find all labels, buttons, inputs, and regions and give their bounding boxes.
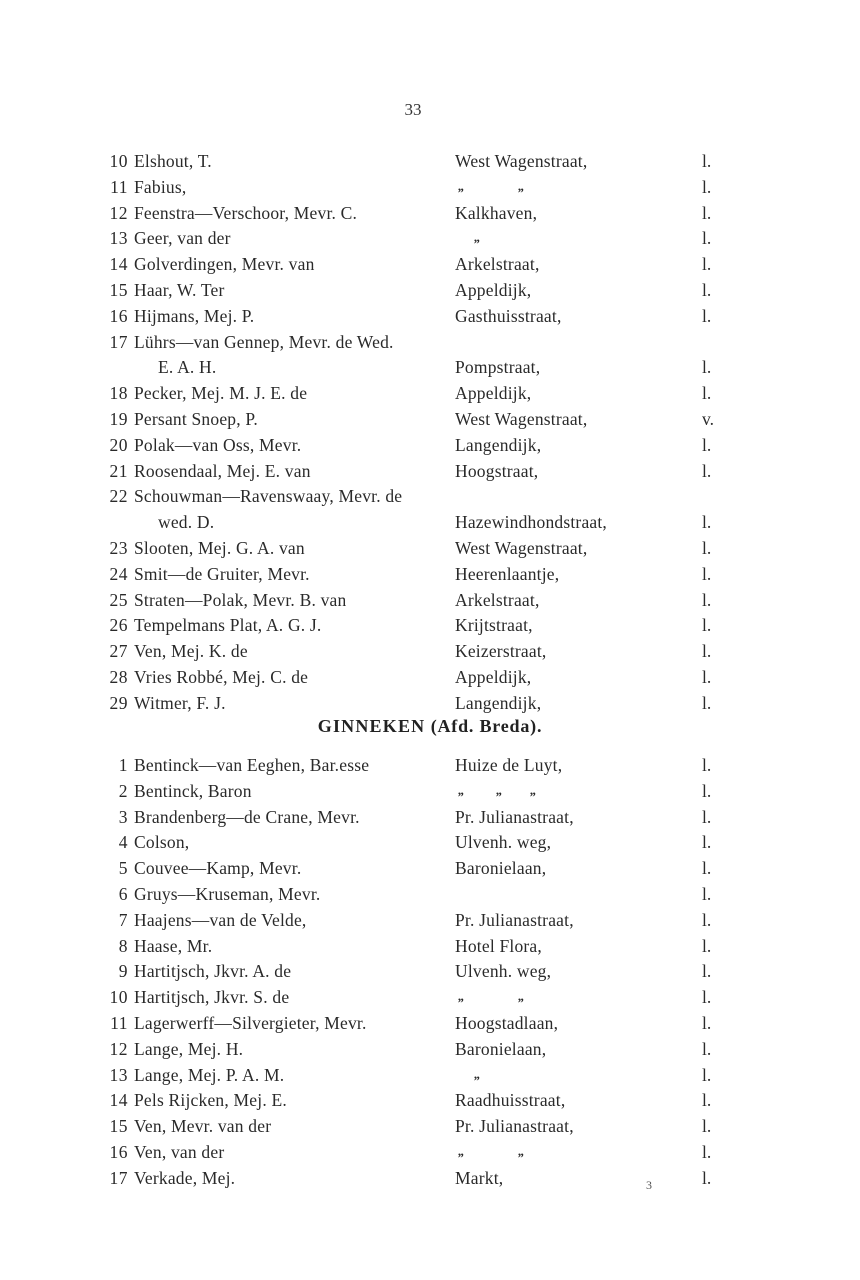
- ditto-mark: ”: [457, 1150, 464, 1165]
- entry-type: l.: [702, 935, 712, 956]
- entry-number: 26: [109, 615, 128, 636]
- list-entry: [0, 561, 860, 587]
- list-entry: [0, 1087, 860, 1113]
- entry-type: l.: [702, 1116, 712, 1137]
- entry-type: l.: [702, 383, 712, 404]
- entry-type: l.: [702, 357, 712, 378]
- entry-name: Brandenberg—de Crane, Mevr.: [134, 806, 360, 827]
- list-entry: [0, 277, 860, 303]
- ditto-mark: ”: [457, 184, 464, 200]
- entry-type: l.: [702, 780, 712, 801]
- heading-town: GINNEKEN: [317, 716, 426, 736]
- entry-number: 27: [109, 641, 128, 662]
- entry-street: Pr. Julianastraat,: [455, 909, 574, 930]
- entry-name: Slooten, Mej. G. A. van: [134, 538, 305, 558]
- list-entry: [0, 1036, 860, 1062]
- entry-name-continuation: wed. D.: [158, 512, 215, 533]
- entry-type: l.: [702, 1142, 712, 1162]
- entry-name: Roosendaal, Mej. E. van: [134, 460, 311, 481]
- entry-number: 13: [109, 1064, 128, 1085]
- list-entry: [0, 958, 860, 984]
- entry-type: l.: [702, 615, 712, 636]
- entry-name: Couvee—Kamp, Mevr.: [134, 858, 302, 879]
- entry-number: 14: [109, 254, 128, 275]
- entry-street: Appeldijk,: [455, 280, 532, 300]
- entry-name: Pels Rijcken, Mej. E.: [134, 1090, 287, 1111]
- entry-number: 16: [109, 1142, 128, 1162]
- page-number: 33: [404, 100, 422, 119]
- ditto-mark: ”: [517, 995, 524, 1011]
- entry-number: 16: [109, 305, 128, 326]
- entry-number: 12: [109, 1038, 128, 1059]
- entry-name: Pecker, Mej. M. J. E. de: [134, 383, 308, 404]
- entry-number: 5: [118, 858, 128, 879]
- entry-name: Bentinck, Baron: [134, 780, 252, 801]
- entry-name: Golverdingen, Mevr. van: [134, 254, 315, 275]
- entry-type: v.: [702, 409, 714, 429]
- entry-street: Langendijk,: [455, 434, 542, 455]
- entry-street: West Wagenstraat,: [455, 409, 588, 429]
- entry-number: 22: [109, 486, 128, 507]
- entry-type: l.: [702, 641, 712, 662]
- list-entry: [0, 483, 860, 509]
- ditto-mark: ”: [457, 788, 464, 804]
- entry-name: Verkade, Mej.: [134, 1167, 236, 1188]
- entry-name: Geer, van der: [134, 228, 231, 249]
- list-entry: [0, 1113, 860, 1139]
- entry-number: 12: [109, 202, 128, 223]
- entry-name: Colson,: [134, 832, 190, 853]
- entry-street: Gasthuisstraat,: [455, 305, 562, 326]
- entry-name: Lange, Mej. P. A. M.: [134, 1064, 285, 1085]
- entry-name: Ven, Mej. K. de: [134, 641, 248, 662]
- section-heading-ginneken: [0, 716, 860, 737]
- entry-name: Fabius,: [134, 176, 187, 197]
- ditto-mark: ”: [473, 1072, 480, 1088]
- list-entry: [0, 881, 860, 907]
- list-entry: [0, 752, 860, 778]
- entry-number: 14: [109, 1090, 128, 1111]
- list-entry: [0, 148, 860, 174]
- entry-type: l.: [702, 755, 712, 775]
- list-entry: [0, 984, 860, 1010]
- entry-name: Schouwman—Ravenswaay, Mevr. de: [134, 486, 403, 507]
- entry-street: West Wagenstraat,: [455, 151, 588, 171]
- entry-type: l.: [702, 1167, 712, 1188]
- entry-number: 11: [110, 1013, 128, 1033]
- entry-number: 25: [109, 589, 128, 610]
- entry-number: 20: [109, 434, 128, 455]
- entry-type: l.: [702, 434, 712, 455]
- entry-type: l.: [702, 1090, 712, 1111]
- entry-street: Raadhuisstraat,: [455, 1090, 566, 1111]
- entry-name: Smit—de Gruiter, Mevr.: [134, 563, 310, 584]
- entry-type: l.: [702, 176, 712, 197]
- entry-number: 8: [118, 935, 128, 956]
- entry-street: West Wagenstraat,: [455, 538, 588, 558]
- entry-number: 9: [118, 961, 128, 982]
- entry-type: l.: [702, 280, 712, 300]
- entry-street: Ulvenh. weg,: [455, 832, 552, 853]
- entry-street: Hazewindhondstraat,: [455, 512, 608, 533]
- entry-name: Bentinck—van Eeghen, Bar.esse: [134, 755, 370, 775]
- entry-name: Witmer, F. J.: [134, 692, 226, 713]
- entry-street: Heerenlaantje,: [455, 563, 560, 584]
- entry-name: Polak—van Oss, Mevr.: [134, 434, 302, 455]
- entry-number: 28: [109, 667, 128, 687]
- entry-type: l.: [702, 909, 712, 930]
- entry-name: Hijmans, Mej. P.: [134, 305, 255, 326]
- entry-name: Feenstra—Verschoor, Mevr. C.: [134, 202, 358, 223]
- list-entry: [0, 251, 860, 277]
- entry-number: 29: [109, 692, 128, 713]
- entry-number: 17: [109, 1167, 128, 1188]
- signature-mark: 3: [646, 1178, 652, 1192]
- entry-name: Hartitjsch, Jkvr. S. de: [134, 987, 290, 1008]
- entry-street: Keizerstraat,: [455, 641, 547, 662]
- entry-type: l.: [702, 1064, 712, 1085]
- entry-street: Huize de Luyt,: [455, 755, 563, 775]
- list-entry: [0, 406, 860, 432]
- entry-type: l.: [702, 832, 712, 853]
- entry-type: l.: [702, 987, 712, 1008]
- entry-name: Haajens—van de Velde,: [134, 909, 307, 930]
- heading-district: (Afd. Breda).: [430, 716, 543, 736]
- entry-type: l.: [702, 858, 712, 879]
- list-entry: [0, 432, 860, 458]
- list-entry: [0, 1010, 860, 1036]
- entry-street: Markt,: [455, 1167, 504, 1188]
- entry-type: l.: [702, 538, 712, 558]
- entry-name: Hartitjsch, Jkvr. A. de: [134, 961, 292, 982]
- entry-street: Pr. Julianastraat,: [455, 1116, 574, 1137]
- entry-type: l.: [702, 806, 712, 827]
- entry-number: 17: [109, 331, 128, 352]
- list-entry: [0, 638, 860, 664]
- entry-name: Persant Snoep, P.: [134, 409, 258, 429]
- entry-name: Tempelmans Plat, A. G. J.: [134, 615, 322, 636]
- entry-street: Appeldijk,: [455, 383, 532, 404]
- entry-number: 21: [109, 460, 128, 481]
- entry-street: Arkelstraat,: [455, 254, 540, 275]
- list-entry: [0, 225, 860, 251]
- entry-street: Kalkhaven,: [455, 202, 538, 223]
- entry-type: l.: [702, 151, 712, 171]
- entry-number: 13: [109, 228, 128, 249]
- list-entry: [0, 1062, 860, 1088]
- entry-number: 7: [118, 909, 128, 930]
- entry-type: l.: [702, 228, 712, 249]
- entry-number: 4: [118, 832, 128, 853]
- entry-street: Appeldijk,: [455, 667, 532, 687]
- ditto-mark: ”: [473, 236, 480, 252]
- ditto-mark: ”: [495, 788, 502, 804]
- entry-name: Elshout, T.: [134, 151, 212, 171]
- list-entry: [0, 174, 860, 200]
- entry-type: l.: [702, 460, 712, 481]
- list-entry: [0, 690, 860, 716]
- ditto-mark: ”: [517, 1150, 524, 1165]
- entry-street: Krijtstraat,: [455, 615, 533, 636]
- entry-street: Pompstraat,: [455, 357, 541, 378]
- list-entry: [0, 612, 860, 638]
- list-entry: [0, 458, 860, 484]
- entry-type: l.: [702, 202, 712, 223]
- list-entry-continuation: [0, 509, 860, 535]
- entry-street: Langendijk,: [455, 692, 542, 713]
- entry-number: 10: [109, 987, 128, 1008]
- list-entry: [0, 664, 860, 690]
- entry-type: l.: [702, 563, 712, 584]
- entry-street: Arkelstraat,: [455, 589, 540, 610]
- list-entry: [0, 1165, 860, 1191]
- entry-type: l.: [702, 1038, 712, 1059]
- entry-type: l.: [702, 512, 712, 533]
- entry-street: Hoogstraat,: [455, 460, 539, 481]
- list-entry: [0, 907, 860, 933]
- entry-number: 2: [118, 780, 128, 801]
- entry-number: 1: [118, 755, 128, 775]
- entry-name: Vries Robbé, Mej. C. de: [134, 667, 309, 687]
- entry-street: Hoogstadlaan,: [455, 1013, 559, 1033]
- entry-type: l.: [702, 254, 712, 275]
- entry-type: l.: [702, 667, 712, 687]
- ditto-mark: ”: [517, 184, 524, 200]
- entry-number: 15: [109, 1116, 128, 1137]
- entry-type: l.: [702, 961, 712, 982]
- entry-number: 11: [110, 176, 128, 197]
- entry-name: Lange, Mej. H.: [134, 1038, 244, 1059]
- entry-type: l.: [702, 589, 712, 610]
- list-entry: [0, 1139, 860, 1165]
- ditto-mark: ”: [529, 788, 536, 804]
- entry-name-continuation: E. A. H.: [158, 357, 217, 378]
- ditto-mark: ”: [457, 995, 464, 1011]
- entry-name: Straten—Polak, Mevr. B. van: [134, 589, 347, 610]
- entry-number: 19: [109, 409, 128, 429]
- entry-street: Hotel Flora,: [455, 935, 542, 956]
- entry-number: 23: [109, 538, 128, 558]
- entry-street: Pr. Julianastraat,: [455, 806, 574, 827]
- list-entry: [0, 587, 860, 613]
- list-entry: [0, 855, 860, 881]
- entry-number: 15: [109, 280, 128, 300]
- list-entry: [0, 778, 860, 804]
- entry-name: Haar, W. Ter: [134, 280, 225, 300]
- entry-type: l.: [702, 884, 712, 904]
- entry-name: Ven, Mevr. van der: [134, 1116, 272, 1137]
- entry-name: Lagerwerff—Silvergieter, Mevr.: [134, 1013, 367, 1033]
- entry-name: Haase, Mr.: [134, 935, 213, 956]
- list-entry: [0, 829, 860, 855]
- list-entry: [0, 535, 860, 561]
- entry-type: l.: [702, 692, 712, 713]
- entry-type: l.: [702, 1013, 712, 1033]
- entry-street: Baronielaan,: [455, 1038, 547, 1059]
- list-entry: [0, 200, 860, 226]
- entry-number: 24: [109, 563, 128, 584]
- entry-name: Gruys—Kruseman, Mevr.: [134, 884, 321, 904]
- entry-number: 3: [118, 806, 128, 827]
- entry-name: Ven, van der: [134, 1142, 225, 1162]
- list-entry: [0, 329, 860, 355]
- list-entry: [0, 303, 860, 329]
- entry-number: 18: [109, 383, 128, 404]
- entry-street: Baronielaan,: [455, 858, 547, 879]
- entry-name: Lührs—van Gennep, Mevr. de Wed.: [134, 331, 394, 352]
- list-entry-continuation: [0, 354, 860, 380]
- entry-street: Ulvenh. weg,: [455, 961, 552, 982]
- entry-number: 6: [118, 884, 128, 904]
- entry-type: l.: [702, 305, 712, 326]
- list-entry: [0, 804, 860, 830]
- entry-number: 10: [109, 151, 128, 171]
- list-entry: [0, 380, 860, 406]
- list-entry: [0, 933, 860, 959]
